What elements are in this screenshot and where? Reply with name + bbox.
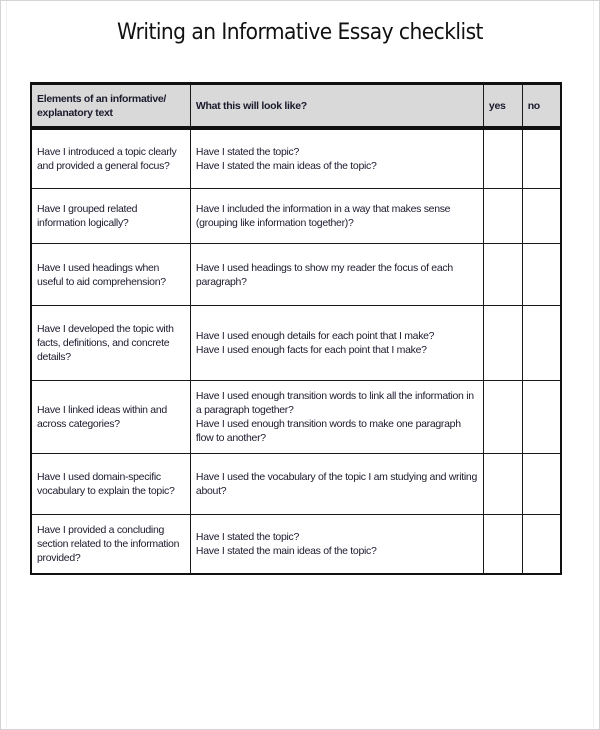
what-line: Have I used enough transition words to make one paragraph flow to another? [195, 418, 461, 444]
header-yes: yes [483, 84, 522, 129]
yes-check-cell[interactable] [483, 128, 522, 189]
what-line: Have I stated the main ideas of the topic? [195, 160, 377, 172]
what-line: Have I stated the topic? [195, 146, 300, 158]
no-check-cell[interactable] [522, 306, 561, 381]
header-what: What this will look like? [190, 84, 483, 129]
element-cell: Have I grouped related information logically? [31, 189, 190, 244]
table-row [31, 128, 561, 189]
yes-check-cell[interactable] [483, 244, 522, 306]
no-check-cell[interactable] [522, 189, 561, 244]
no-check-cell[interactable] [522, 128, 561, 189]
element-cell: Have I used headings when useful to aid comprehension? [31, 244, 190, 306]
what-line: Have I included the information in a way that makes sense (grouping like information together)? [195, 203, 451, 229]
table-row [31, 381, 561, 454]
yes-check-cell[interactable] [483, 306, 522, 381]
table-row [31, 244, 561, 306]
checklist-table [30, 82, 562, 575]
what-line: Have I used the vocabulary of the topic I am studying and writing about? [195, 471, 478, 497]
header-no: no [522, 84, 561, 129]
what-line: Have I stated the main ideas of the topic? [195, 545, 377, 557]
table-row [31, 306, 561, 381]
what-line: Have I used headings to show my reader the focus of each paragraph? [195, 261, 453, 288]
what-cell [190, 189, 483, 244]
what-line: Have I used enough transition words to link all the information in a paragraph together? [195, 390, 474, 416]
yes-check-cell[interactable] [483, 454, 522, 515]
what-cell [190, 515, 483, 575]
header-elements: Elements of an informative/ explanatory text [31, 84, 190, 129]
no-check-cell[interactable] [522, 515, 561, 575]
element-cell: Have I provided a concluding section related to the information provided? [31, 515, 190, 575]
header-row [31, 84, 561, 129]
table-row [31, 454, 561, 515]
element-cell: Have I introduced a topic clearly and provided a general focus? [31, 128, 190, 189]
table-row [31, 189, 561, 244]
what-line: Have I used enough facts for each point that I make? [195, 344, 427, 356]
element-cell: Have I linked ideas within and across categories? [31, 381, 190, 454]
element-cell: Have I used domain-specific vocabulary to explain the topic? [31, 454, 190, 515]
what-cell [190, 381, 483, 454]
what-cell [190, 306, 483, 381]
yes-check-cell[interactable] [483, 381, 522, 454]
yes-check-cell[interactable] [483, 189, 522, 244]
no-check-cell[interactable] [522, 381, 561, 454]
no-check-cell[interactable] [522, 454, 561, 515]
what-cell [190, 454, 483, 515]
yes-check-cell[interactable] [483, 515, 522, 575]
document-title: Writing an Informative Essay checklist [117, 20, 483, 45]
what-line: Have I stated the topic? [195, 531, 300, 543]
what-cell [190, 244, 483, 306]
no-check-cell[interactable] [522, 244, 561, 306]
table-row [31, 515, 561, 575]
what-cell [190, 128, 483, 189]
element-cell: Have I developed the topic with facts, definitions, and concrete details? [31, 306, 190, 381]
what-line: Have I used enough details for each point that I make? [195, 330, 435, 342]
